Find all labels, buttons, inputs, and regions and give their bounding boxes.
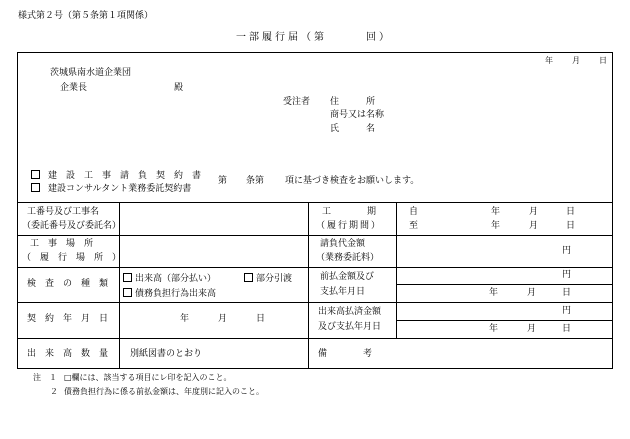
note-1-text: □欄には、該当する項目にレ印を記入のこと。 xyxy=(64,373,232,382)
checkbox-construction[interactable] xyxy=(31,170,40,179)
contractor-address-label: 住 所 xyxy=(330,97,376,107)
table-top-line xyxy=(17,202,613,203)
col-line xyxy=(308,202,309,369)
checkbox-partial-payment[interactable] xyxy=(123,273,132,282)
contractor-label: 受注者 xyxy=(283,97,311,107)
row-line xyxy=(17,338,613,339)
inspection-option-label: 債務負担行為出来高 xyxy=(135,289,217,299)
inspection-label: 検 査 の 種 類 xyxy=(27,279,109,289)
contractor-company-label: 商号又は名称 xyxy=(330,110,385,120)
contract-type-construction[interactable] xyxy=(31,170,201,181)
advance-label: 前払金額及び xyxy=(320,272,375,282)
work-no-label: 工番号及び工事名 xyxy=(27,207,100,217)
inspection-option-partial-delivery[interactable] xyxy=(244,273,292,284)
sub-line xyxy=(396,320,613,321)
period-to: 至 xyxy=(409,221,419,231)
progress-paid-month: 月 xyxy=(527,324,537,334)
advance-day: 日 xyxy=(562,288,572,298)
checkbox-debt[interactable] xyxy=(123,288,132,297)
date-year: 年 xyxy=(545,56,553,65)
addressee-position: 企業長 xyxy=(60,83,88,93)
period-to-month: 月 xyxy=(529,221,539,231)
progress-paid-label-alt: 及び支払年月日 xyxy=(318,322,382,332)
contract-amount-yen: 円 xyxy=(562,246,572,256)
col-line xyxy=(396,202,397,338)
addressee-org: 茨城県南水道企業団 xyxy=(50,68,132,78)
remarks-label: 備 考 xyxy=(318,349,373,359)
contract-amount-label-alt: （業務委託料） xyxy=(316,253,380,263)
advance-year: 年 xyxy=(489,288,499,298)
contract-date-day: 日 xyxy=(256,314,266,324)
note-2-num: ２ xyxy=(50,387,58,396)
period-from: 自 xyxy=(409,207,419,217)
contractor-name-label: 氏 名 xyxy=(330,124,376,134)
inspection-option-label: 出来高（部分払い） xyxy=(135,274,217,284)
request-text: 項に基づき検査をお願いします。 xyxy=(285,176,420,186)
inspection-option-debt[interactable] xyxy=(123,288,216,299)
quantity-label: 出 来 高 数 量 xyxy=(27,349,109,359)
row-line xyxy=(17,267,613,268)
inspection-option-partial-payment[interactable] xyxy=(123,273,216,284)
note-2-text: 債務負担行為に係る前払金額は、年度別に記入のこと。 xyxy=(64,387,264,396)
progress-paid-day: 日 xyxy=(562,324,572,334)
contract-type-label: 建 設 工 事 請 負 契 約 書 xyxy=(48,171,202,181)
site-label: 工 事 場 所 xyxy=(30,239,94,249)
advance-label-alt: 支払年月日 xyxy=(320,287,366,297)
period-to-year: 年 xyxy=(491,221,501,231)
contract-type-consultant[interactable] xyxy=(31,183,191,194)
progress-paid-yen: 円 xyxy=(562,306,572,316)
contract-date-label: 契 約 年 月 日 xyxy=(27,314,109,324)
site-label-alt: （ 履 行 場 所 ） xyxy=(22,253,122,263)
work-no-label-alt: （委託番号及び委託名） xyxy=(22,221,122,231)
row-line xyxy=(17,302,613,303)
advance-yen: 円 xyxy=(562,270,572,280)
quantity-value: 別紙図書のとおり xyxy=(130,349,203,359)
checkbox-partial-delivery[interactable] xyxy=(244,273,253,282)
form-id: 様式第２号（第５条第１項関係） xyxy=(18,11,154,21)
note-1-num: 注 １ xyxy=(33,373,57,382)
date-day: 日 xyxy=(599,56,607,65)
request-article: 条第 xyxy=(246,176,265,186)
advance-month: 月 xyxy=(527,288,537,298)
sub-line xyxy=(396,284,613,285)
contract-date-month: 月 xyxy=(218,314,228,324)
period-label-alt: （履行期間） xyxy=(316,221,383,231)
contract-date-year: 年 xyxy=(180,314,190,324)
inspection-option-label: 部分引渡 xyxy=(256,274,293,284)
request-dai: 第 xyxy=(218,176,228,186)
period-to-day: 日 xyxy=(566,221,576,231)
checkbox-consultant[interactable] xyxy=(31,183,40,192)
contract-amount-label: 請負代金額 xyxy=(320,239,366,249)
progress-paid-label: 出来高払済金額 xyxy=(318,307,382,317)
row-line xyxy=(17,235,613,236)
period-from-year: 年 xyxy=(491,207,501,217)
page-title: 一部履行届（第 回） xyxy=(236,32,392,43)
date-month: 月 xyxy=(572,56,580,65)
contract-type-label: 建設コンサルタント業務委託契約書 xyxy=(48,184,192,194)
progress-paid-year: 年 xyxy=(489,324,499,334)
period-from-day: 日 xyxy=(566,207,576,217)
addressee-honorific: 殿 xyxy=(174,83,184,93)
period-from-month: 月 xyxy=(529,207,539,217)
period-label: 工 期 xyxy=(322,207,377,217)
